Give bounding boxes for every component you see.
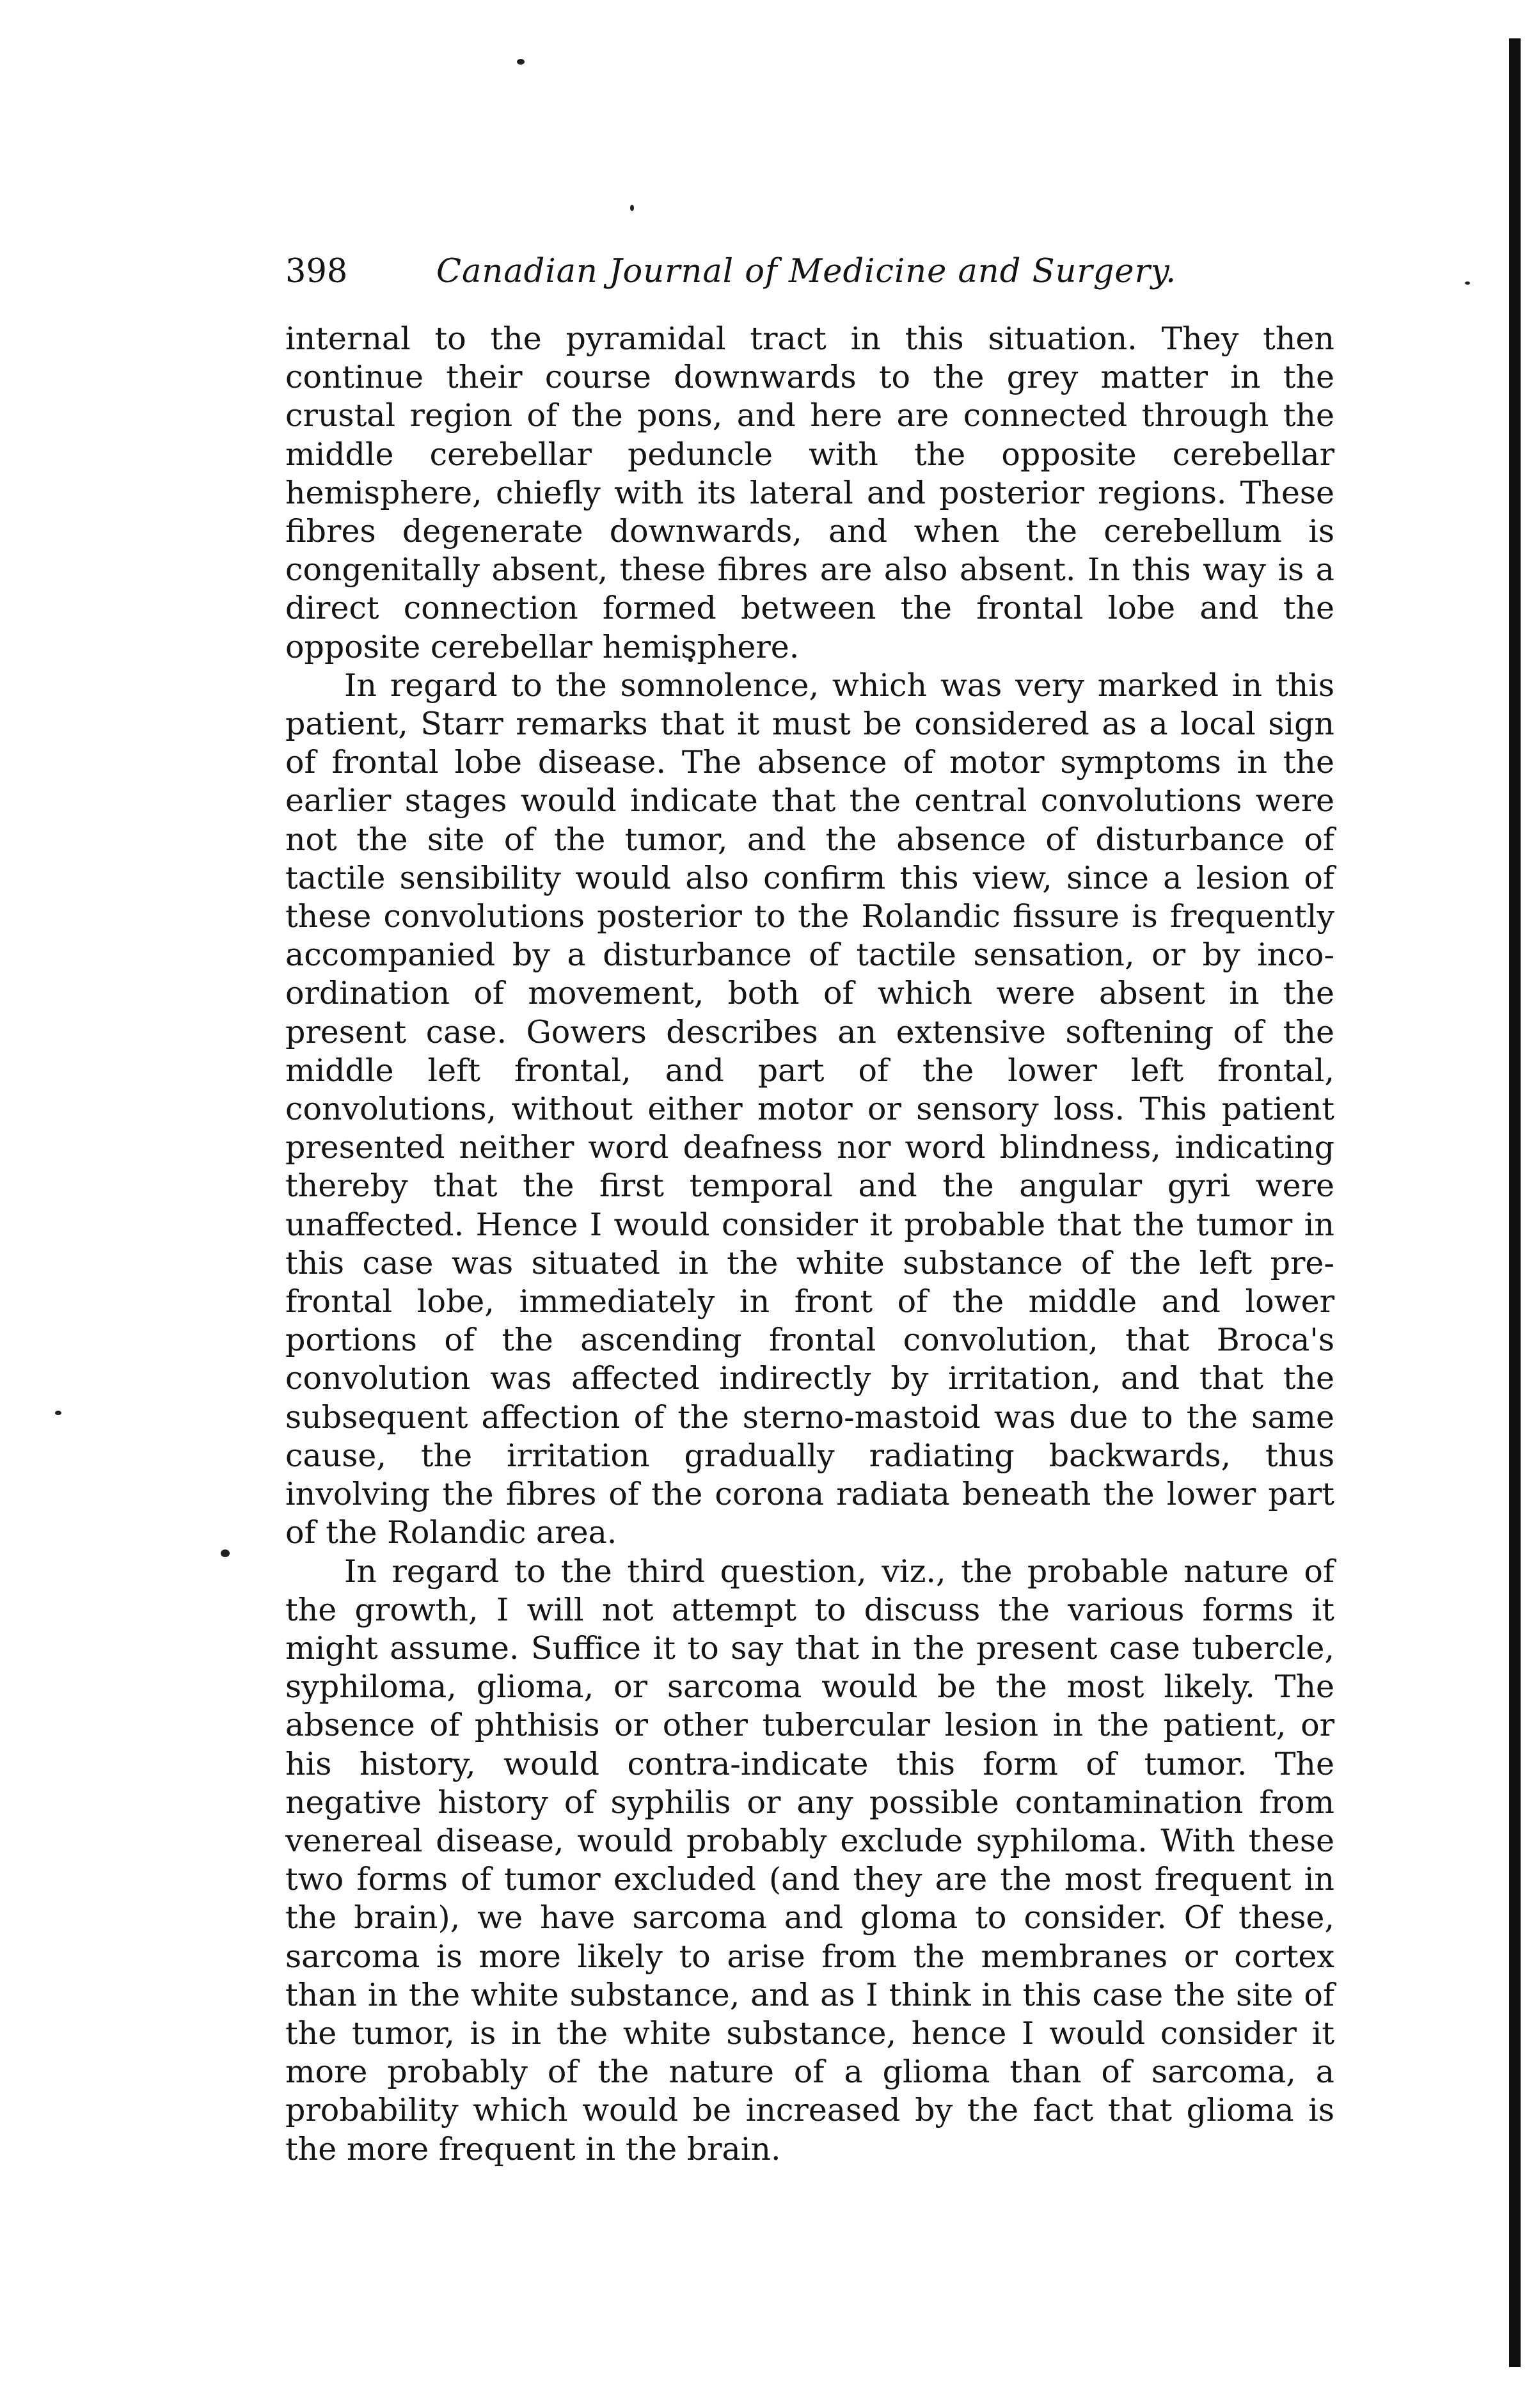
ink-speck xyxy=(221,1549,230,1557)
ink-speck xyxy=(517,59,525,65)
page-header xyxy=(285,243,1341,301)
running-title: Canadian Journal of Medicine and Surgery. xyxy=(436,253,1177,290)
ink-speck xyxy=(630,205,634,211)
paragraph-continued: internal to the pyramidal tract in this situation. They then continue their course downwards to the grey matter in the crustal region of the pons, and here are connected through the middle cerebellar peduncle with the opposite cerebellar hemisphere, chiefly with its lateral and posterior regions. These fibres degenerate downwards, and when the cerebellum is congenitally absent, these fibres are also absent. In this way is a direct connection formed between the frontal lobe and the opposite cerebellar hemisphere. xyxy=(285,321,1334,665)
paragraph-nature-of-growth: In regard to the third question, viz., the probable nature of the growth, I will not attempt to discuss the various forms it might assume. Suffice it to say that in the present case tubercle, syphiloma, glioma, or sarcoma would be the most likely. The absence of phthisis or other tubercular lesion in the patient, or his history, would contra-indicate this form of tumor. The negative history of syphilis or any possible contamination from venereal disease, would probably exclude syphiloma. With these two forms of tumor excluded (and they are the most frequent in the brain), we have sarcoma and gloma to consider. Of these, sarcoma is more likely to arise from the membranes or cortex than in the white substance, and as I think in this case the site of the tumor, is in the white substance, hence I would consider it more probably of the nature of a glioma than of sarcoma, a probability which would be increased by the fact that glioma is the more frequent in the brain. xyxy=(285,1553,1334,2167)
page-edge-shadow xyxy=(1509,38,1521,2367)
page-number: 398 xyxy=(285,253,348,290)
paragraph-somnolence: In regard to the somnolence, which was very marked in this patient, Starr remarks that it must be considered as a local sign of frontal lobe disease. The absence of motor symptoms in the earlier stages would indicate that the central convolutions were not the site of the tumor, and the absence of disturbance of tactile sensibility would also confirm this view, since a lesion of these convolutions posterior to the Rolandic fissure is frequently accompanied by a disturbance of tactile sensation, or by inco-ordination of movement, both of which were absent in the present case. Gowers describes an extensive softening of the middle left frontal, and part of the lower left frontal, convolutions, without either motor or sensory loss. This patient presented neither word deafness nor word blindness, indicating thereby that the first temporal and the angular gyri were unaffected. Hence I would consider it probable that the tumor in this case was situated in the white substance of the left pre-frontal lobe, immediately in front of the middle and lower portions of the ascending frontal convolution, that Broca's convolution was affected indirectly by irritation, and that the subsequent affection of the sterno-mastoid was due to the same cause, the irritation gradually radiating backwards, thus involving the fibres of the corona radiata beneath the lower part of the Rolandic area. xyxy=(285,667,1334,1551)
ink-speck xyxy=(1465,281,1470,285)
article-body xyxy=(285,320,1334,2169)
ink-speck xyxy=(55,1411,61,1415)
